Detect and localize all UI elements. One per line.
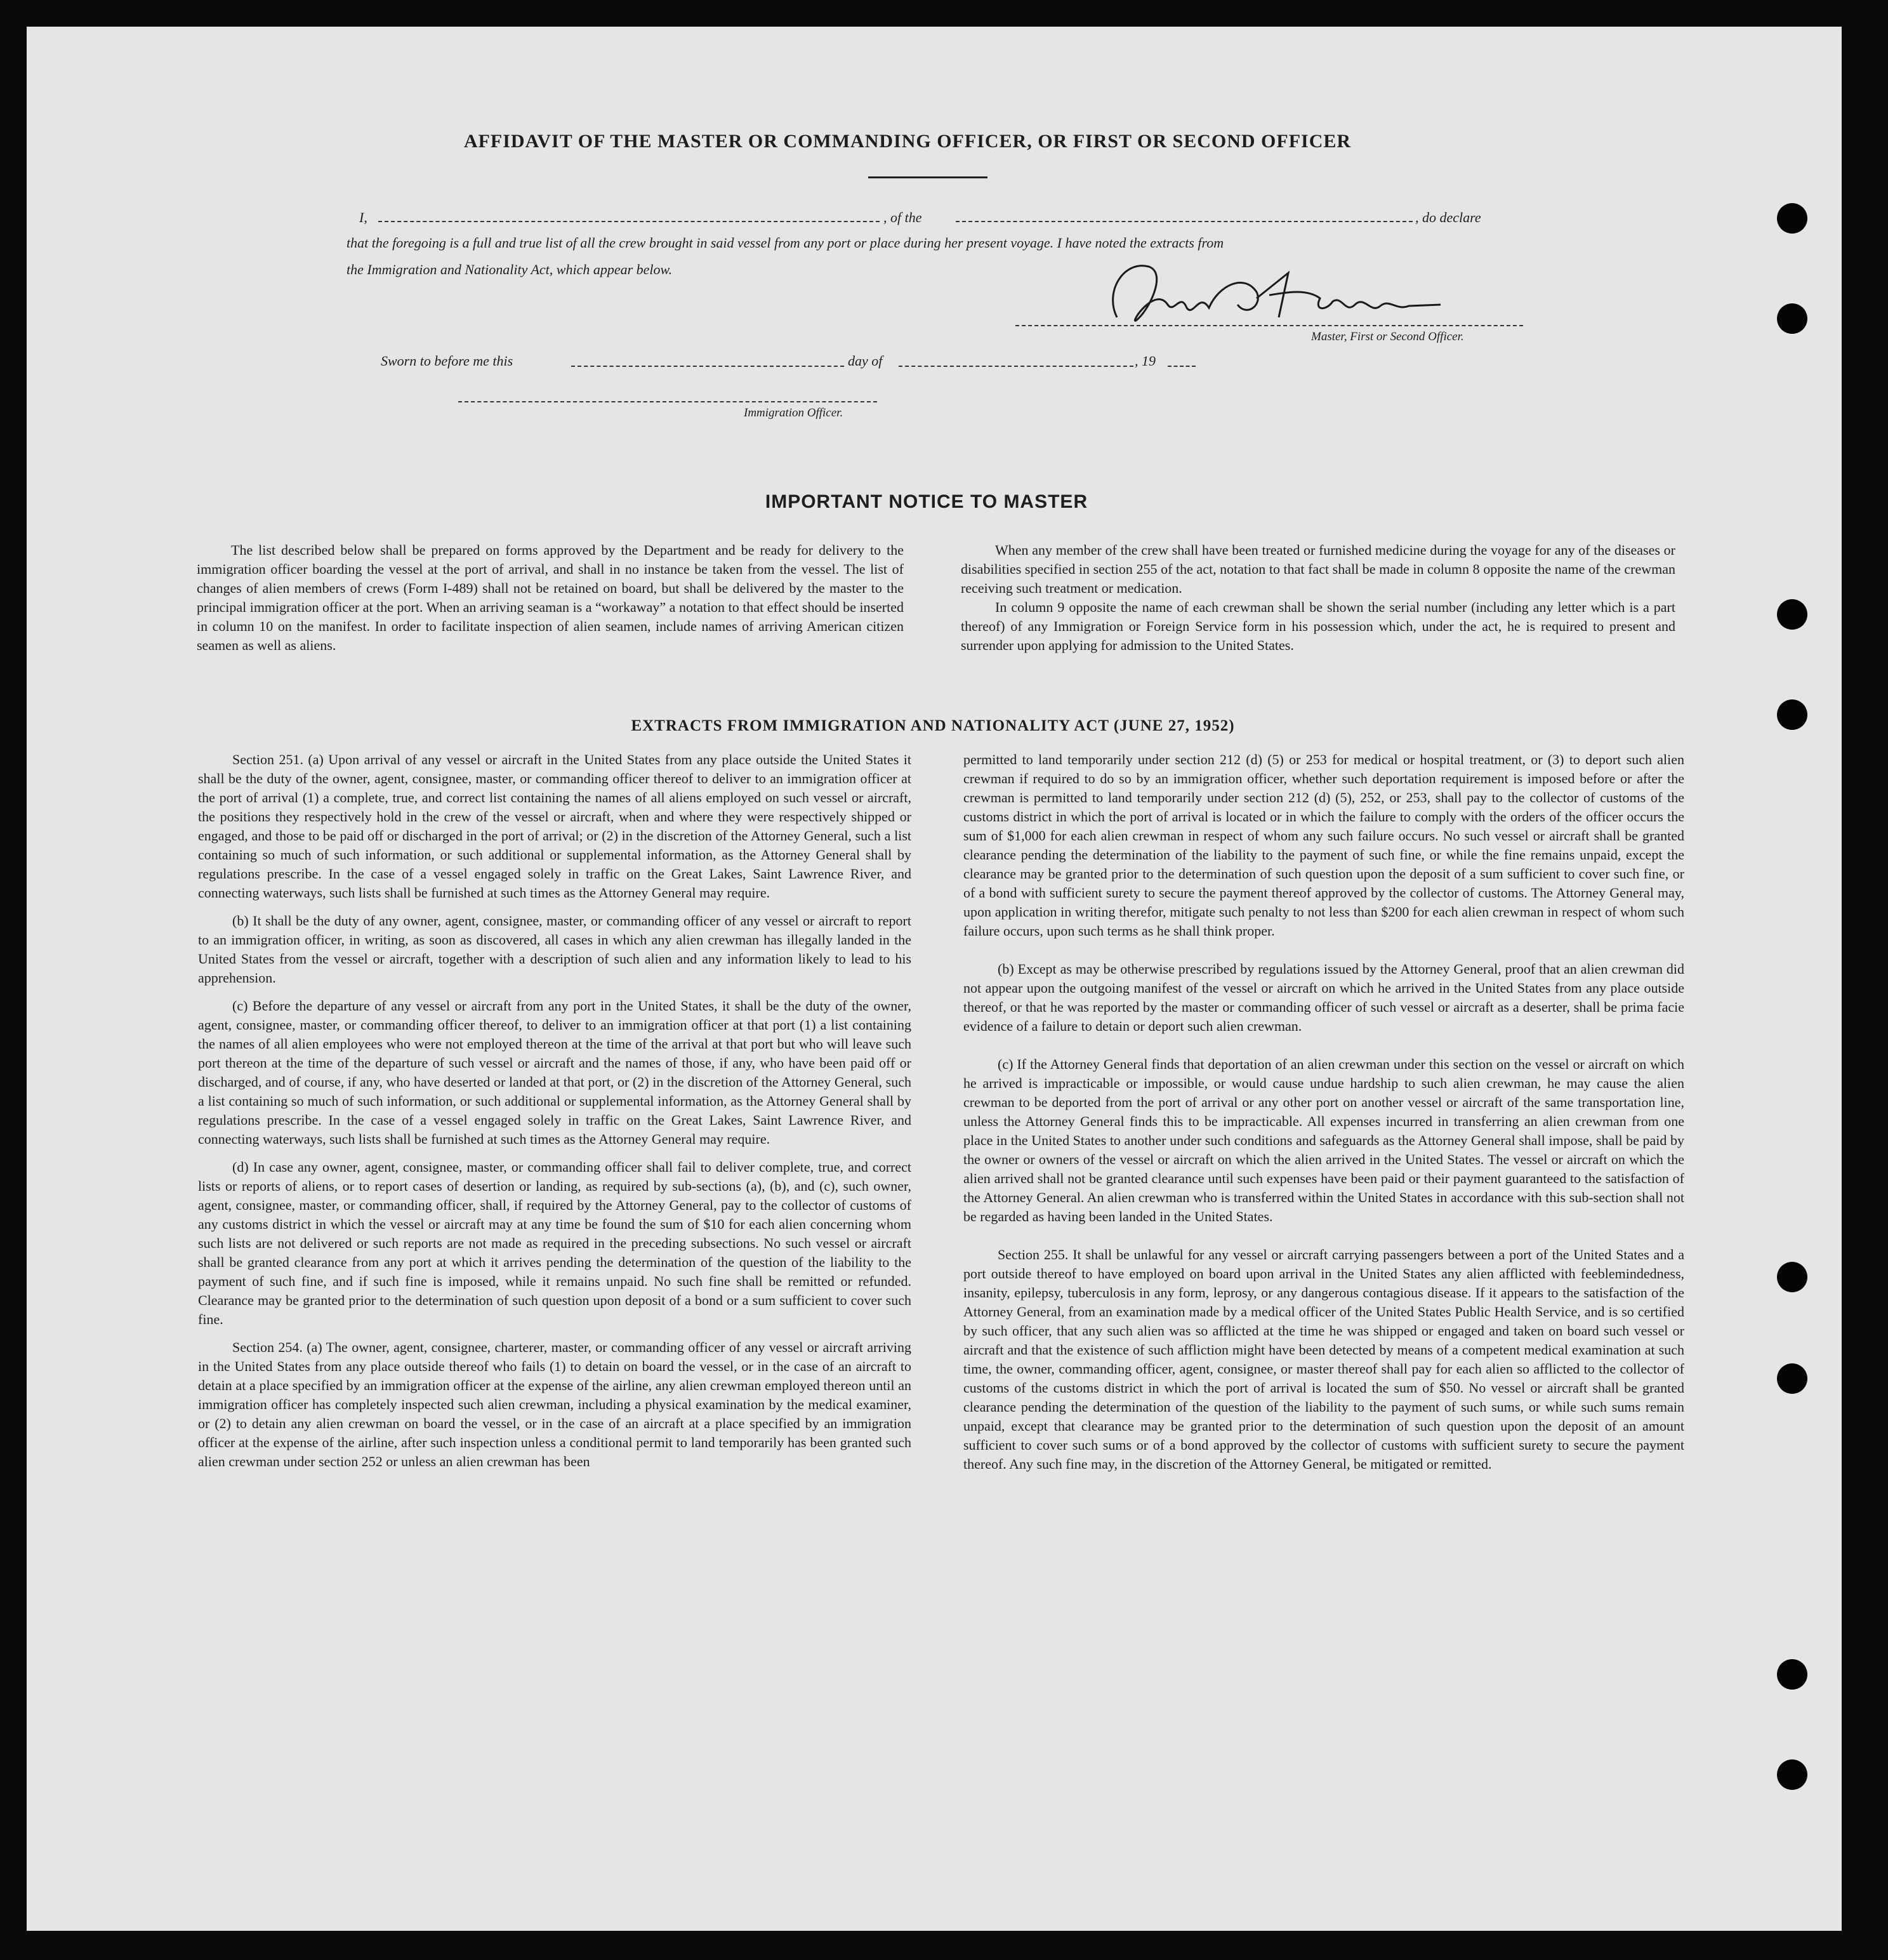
- affidavit-line-2: that the foregoing is a full and true list of all the crew brought in said vessel from any port or place during her present voyage. I have noted the extracts from: [347, 235, 1224, 251]
- vessel-field[interactable]: [956, 221, 1413, 222]
- signature: [1098, 248, 1453, 343]
- binder-hole: [1777, 203, 1807, 234]
- affidavit-title: AFFIDAVIT OF THE MASTER OR COMMANDING OFFICER, OR FIRST OR SECOND OFFICER: [463, 131, 1352, 152]
- section-251-a: Section 251. (a) Upon arrival of any vessel or aircraft in the United States from any place outside the United States it shall be the duty of the owner, agent, consignee, master, or commanding officer thereof to deliver to an immigration officer at the port of arrival (1) a complete, true, and correct list containing the names of all aliens employed on such vessel or aircraft, the positions they respectively hold in the crew of the vessel or aircraft, when and where they were respectively shipped or engaged, and those to be paid off or discharged in the port of arrival; or (2) in the discretion of the Attorney General, such a list containing so much of such information, or such additional or supplemental information, as the Attorney General shall by regulations prescribe. In the case of a vessel engaged solely in traffic on the Great Lakes, Saint Lawrence River, and connecting waterways, such lists shall be furnished at such times as the Attorney General may require.: [198, 752, 911, 901]
- sworn-label: Sworn to before me this: [381, 353, 513, 369]
- binder-hole: [1777, 1262, 1807, 1292]
- extracts-title: EXTRACTS FROM IMMIGRATION AND NATIONALITY ACT (JUNE 27, 1952): [631, 717, 1235, 734]
- sworn-day-field[interactable]: [571, 366, 844, 367]
- immigration-officer-caption: Immigration Officer.: [744, 406, 843, 420]
- affidavit-i: I,: [359, 209, 367, 225]
- section-251-b: (b) It shall be the duty of any owner, agent, consignee, master, or commanding officer of any vessel or aircraft to report to an immigration officer, in writing, as soon as discovered, all cases in which any alien crewman has illegally landed in the United States from the vessel or aircraft, together with a description of such alien and any information likely to lead to his apprehension.: [198, 913, 911, 986]
- notice-right: [961, 541, 1675, 655]
- sworn-year-field[interactable]: [1168, 366, 1196, 367]
- section-251-d: (d) In case any owner, agent, consignee, master, or commanding officer shall fail to deliver complete, true, and correct lists or reports of aliens, or to report cases of desertion or landing, as required by sub-sections (a), (b), and (c), such owner, agent, consignee, master, or commanding officer, shall, if required by the Attorney General, pay to the collector of customs of any customs district in which the vessel or aircraft may at any time be found the sum of $10 for each alien concerning whom such lists are not delivered or such reports are not made as required in the preceding subsections. No such vessel or aircraft shall be granted clearance from any port at which it arrives pending the determination of the question of the liability to the payment of such fine, and if such fine is imposed, while it remains unpaid. No such fine shall be remitted or refunded. Clearance may be granted prior to the determination of such question upon deposit of a bond or a sum sufficient to cover such fine.: [198, 1159, 911, 1327]
- notice-right-paragraph-1: When any member of the crew shall have been treated or furnished medicine during the voyage for any of the diseases or disabilities specified in section 255 of the act, notation to that fact shall be made in column 8 opposite the name of the crewman receiving such treatment or medication.: [961, 542, 1675, 596]
- section-254-a-continued: permitted to land temporarily under section 212 (d) (5) or 253 for medical or hospital treatment, or (3) to deport such alien crewman if required to do so by an immigration officer, whether such deportation requirement is imposed before or after the crewman is permitted to land temporarily under section 212 (d) (5), 252, or 253, shall pay to the collector of customs of the customs district in which the port of arrival is located or in which the failure to comply with the orders of the officer occurs the sum of $1,000 for each alien crewman in respect of whom any such failure occurs. No such vessel or aircraft shall be granted clearance pending the determination of the liability to the payment of such fine, or while the fine remains unpaid, except the clearance may be granted prior to the determination of such question upon the deposit of a sum sufficient to cover such fine, or of a bond with sufficient surety to secure the payment thereof approved by the collector of customs. The Attorney General may, upon application in writing therefor, mitigate such penalty to not less than $200 for each alien crewman in respect of whom such failure occurs, upon such terms as he shall think proper.: [963, 752, 1684, 939]
- title-rule: [868, 176, 987, 178]
- sworn-month-field[interactable]: [899, 366, 1133, 367]
- signature-line[interactable]: [1015, 325, 1523, 326]
- notice-title: IMPORTANT NOTICE TO MASTER: [765, 491, 1088, 512]
- notice-left-paragraph: The list described below shall be prepared on forms approved by the Department and be ready for delivery to the immigration officer boarding the vessel at the port of arrival, and shall in no instance be taken from the vessel. The list of changes of alien members of crews (Form I-489) shall not be retained on board, but shall be delivered by the master to the principal immigration officer at the port. When an arriving seaman is a “workaway” a notation to that effect should be inserted in column 10 on the manifest. In order to facilitate inspection of alien seamen, include names of arriving American citizen seamen as well as aliens.: [197, 542, 904, 653]
- signature-caption: Master, First or Second Officer.: [1311, 330, 1464, 343]
- affidavit-declare: , do declare: [1415, 209, 1481, 225]
- binder-hole: [1777, 699, 1807, 730]
- section-254-a: Section 254. (a) The owner, agent, consignee, charterer, master, or commanding officer of any vessel or aircraft arriving in the United States from any place outside thereof who fails (1) to detain on board the vessel, or in the case of an aircraft to detain at a place specified by an immigration officer at the expense of the airline, any alien crewman employed thereon until an immigration officer has completely inspected such alien crewman, including a physical examination by the medical examiner, or (2) to detain any alien crewman on board the vessel, or in the case of an aircraft at a place specified by an immigration officer at the expense of the airline, after such inspection unless a conditional permit to land temporarily has been granted such alien crewman under section 252 or unless an alien crewman has been: [198, 1339, 911, 1469]
- extracts-right-column: [963, 750, 1684, 1474]
- notice-left: [197, 541, 904, 655]
- day-of-label: day of: [848, 353, 883, 369]
- notice-right-paragraph-2: In column 9 opposite the name of each crewman shall be shown the serial number (including any letter which is a part thereof) of any Immigration or Foreign Service form in his possession which, under the act, he is required to present and surrender upon applying for admission to the United States.: [961, 599, 1675, 653]
- extracts-left-column: [198, 750, 911, 1471]
- section-254-b: (b) Except as may be otherwise prescribed by regulations issued by the Attorney General, proof that an alien crewman did not appear upon the outgoing manifest of the vessel or aircraft on which he arrived in the United States from any place outside thereof, or that he was reported by the master or commanding officer of such vessel or aircraft as a deserter, shall be prima facie evidence of a failure to detain or deport such alien crewman.: [963, 961, 1684, 1034]
- binder-hole: [1777, 1363, 1807, 1394]
- section-251-c: (c) Before the departure of any vessel or aircraft from any port in the United States, it shall be the duty of the owner, agent, consignee, master, or commanding officer thereof, to deliver to an immigration officer at that port (1) a list containing the names of all alien employees who were not employed thereon at the time of the arrival at that port but who will leave such port thereon at the time of the departure of such vessel or aircraft and the names of those, if any, who have been paid off or discharged, and of course, if any, who have deserted or landed at that port, or (2) in the discretion of the Attorney General, such a list containing so much of such information, or such additional or supplemental information, as the Attorney General shall by regulations prescribe. In the case of a vessel engaged solely in traffic on the Great Lakes, Saint Lawrence River, and connecting waterways, such lists shall be furnished at such times as the Attorney General may require.: [198, 998, 911, 1147]
- year-label: , 19: [1135, 353, 1156, 369]
- affidavit-line-3: the Immigration and Nationality Act, which appear below.: [347, 262, 673, 277]
- binder-hole: [1777, 1759, 1807, 1790]
- officer-signature-line[interactable]: [458, 401, 877, 402]
- binder-hole: [1777, 303, 1807, 334]
- section-255: Section 255. It shall be unlawful for any vessel or aircraft carrying passengers between a port of the United States and a port outside thereof to have employed on board upon arrival in the United States any alien afflicted with feeblemindedness, insanity, epilepsy, tuberculosis in any form, leprosy, or any dangerous contagious disease. If it appears to the satisfaction of the Attorney General, from an examination made by a medical officer of the United States Public Health Service, and is so certified by such officer, that any such alien was so afflicted at the time he was shipped or engaged and taken on board such vessel or aircraft and that the existence of such affliction might have been detected by means of a competent medical examination at such time, the owner, commanding officer, agent, consignee, or master thereof shall pay for each alien so afflicted to the collector of customs of the customs district in which the port of arrival is located the sum of $50. No vessel or aircraft shall be granted clearance pending the determination of the question of the liability to the payment of such sums, or while such sums remain unpaid, except that clearance may be granted prior to the determination of such question upon the deposit of an amount sufficient to cover such sums or of a bond approved by the collector of customs with sufficient surety to secure the payment thereof. Any such fine may, in the discretion of the Attorney General, be mitigated or remitted.: [963, 1247, 1684, 1472]
- section-254-c: (c) If the Attorney General finds that deportation of an alien crewman under this section on the vessel or aircraft on which he arrived is impracticable or impossible, or would cause undue hardship to such alien crewman, he may cause the alien crewman to be deported from the port of arrival or any other port on another vessel or aircraft of the same transportation line, unless the Attorney General finds this to be impracticable. All expenses incurred in transferring an alien crewman from one place in the United States to another under such conditions and safeguards as the Attorney General shall impose, shall be paid by the owner or owners of the vessel or aircraft on which the alien arrived in the United States. The vessel or aircraft on which the alien arrived shall not be granted clearance until such expenses have been paid or their payment guaranteed to the satisfaction of the Attorney General. An alien crewman who is transferred within the United States in accordance with this sub-section shall not be regarded as having been landed in the United States.: [963, 1056, 1684, 1224]
- binder-hole: [1777, 1659, 1807, 1690]
- binder-hole: [1777, 599, 1807, 630]
- name-field[interactable]: [378, 221, 880, 222]
- affidavit-of-the: , of the: [883, 209, 922, 225]
